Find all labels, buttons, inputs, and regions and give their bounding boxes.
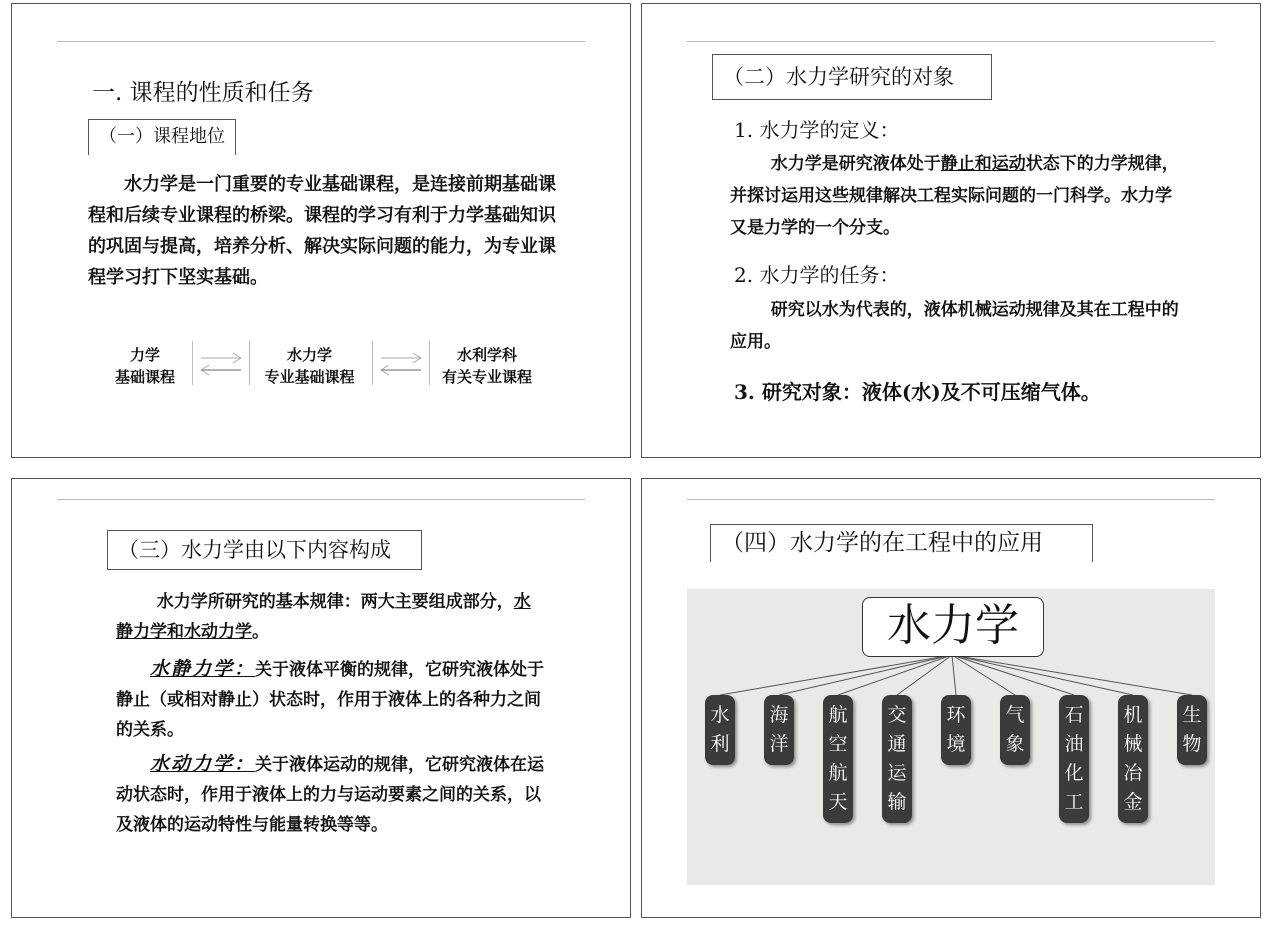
slide-content-composition (11, 478, 631, 918)
application-box (764, 695, 794, 765)
section-subtitle: （一）课程地位 (88, 119, 236, 155)
flow-node-label: 水利学科 (456, 346, 517, 364)
divider (57, 499, 585, 500)
application-box (941, 695, 971, 765)
application-char: 工 (1064, 791, 1084, 813)
text-span: 关于液体平衡的规律，它研究液体处于静止（或相对静止）状态时，作用于液体上的各种力之间的关系。 (116, 660, 545, 740)
application-char: 海 (769, 704, 789, 726)
connector-line (952, 655, 956, 695)
connector-line (838, 655, 952, 695)
double-arrow-icon (372, 341, 430, 385)
diagram-root: 水力学 (862, 597, 1044, 657)
application-char: 通 (887, 733, 907, 755)
underlined-term: 水静力学和水动力学 (116, 592, 531, 642)
text-span: 状态下的力学规律，并探讨运用这些规律解决工程实际问题的一门科学。水力学又是力学的一个分支。 (730, 154, 1179, 238)
paragraph-hydrostatics (116, 654, 546, 745)
application-diagram (687, 589, 1215, 885)
application-char: 石 (1064, 704, 1084, 726)
paragraph (116, 587, 546, 647)
divider (57, 41, 585, 42)
application-char: 环 (946, 704, 966, 726)
application-char: 交 (887, 704, 907, 726)
slide-research-object (641, 3, 1261, 458)
divider (687, 41, 1215, 42)
underlined-term: 静止 (940, 154, 975, 174)
application-char: 运 (887, 762, 907, 784)
application-char: 水 (710, 704, 730, 726)
text-span: 水力学所研究的基本规律：两大主要组成部分， (156, 592, 514, 612)
flow-node-label: 专业基础课程 (264, 368, 355, 386)
section-heading: 3. 研究对象：液体(水)及不可压缩气体。 (734, 380, 1101, 404)
flow-node-label: 基础课程 (114, 368, 175, 386)
application-char: 物 (1182, 733, 1202, 755)
application-box (1000, 695, 1030, 765)
slide-heading: （三）水力学由以下内容构成 (107, 530, 422, 570)
application-box (823, 695, 853, 823)
connector-line (720, 655, 952, 695)
application-box (705, 695, 735, 765)
application-char: 天 (828, 791, 848, 813)
text-span: 。 (252, 622, 269, 642)
application-char: 航 (828, 704, 848, 726)
slide-engineering-applications (641, 478, 1261, 918)
application-char: 航 (828, 762, 848, 784)
flow-node-water-science (427, 344, 547, 388)
connector-line (779, 655, 952, 695)
application-char: 生 (1182, 704, 1202, 726)
application-char: 气 (1005, 704, 1025, 726)
application-char: 境 (946, 733, 966, 755)
application-box (1059, 695, 1089, 823)
text-span: 水力学是研究液体处于 (770, 154, 941, 174)
application-char: 利 (710, 733, 730, 755)
term-hydrodynamics: 水动力学： (150, 753, 256, 775)
paragraph-hydrodynamics (116, 749, 546, 840)
slide-title: 一. 课程的性质和任务 (92, 80, 314, 106)
double-arrow-icon (192, 341, 250, 385)
application-char: 油 (1064, 733, 1084, 755)
paragraph: 研究以水为代表的，液体机械运动规律及其在工程中的应用。 (730, 300, 1179, 352)
application-char: 金 (1123, 791, 1143, 813)
application-char: 输 (887, 791, 907, 813)
section-heading: 2. 水力学的任务： (734, 263, 900, 287)
flow-node-hydraulics (252, 344, 367, 388)
slide-course-nature (11, 3, 631, 458)
application-char: 化 (1064, 762, 1084, 784)
underlined-term: 和 (974, 154, 992, 174)
flow-node-mechanics (100, 344, 190, 388)
connector-line (952, 655, 1192, 695)
underlined-term: 运动 (991, 154, 1026, 174)
connector-line (952, 655, 1015, 695)
paragraph: 水力学是一门重要的专业基础课程，是连接前期基础课程和后续专业课程的桥梁。课程的学习有利于力学基础知识的巩固与提高，培养分析、解决实际问题的能力，为专业课程学习打下坚实基础。 (88, 174, 556, 288)
application-char: 机 (1123, 704, 1143, 726)
flow-node-label: 力学 (129, 346, 160, 364)
slide-heading: （四）水力学的在工程中的应用 (710, 524, 1093, 562)
term-hydrostatics: 水静力学： (150, 658, 256, 680)
application-char: 象 (1005, 733, 1025, 755)
application-char: 冶 (1123, 762, 1143, 784)
paragraph (730, 148, 1180, 244)
application-char: 空 (828, 733, 848, 755)
slide-heading: （二）水力学研究的对象 (712, 54, 992, 100)
application-box (1177, 695, 1207, 765)
connector-line (952, 655, 1133, 695)
connector-line (952, 655, 1074, 695)
text-span: 关于液体运动的规律，它研究液体在运动状态时，作用于液体上的力与运动要素之间的关系，以及液体的运动特性与能量转换等等。 (116, 755, 545, 835)
divider (687, 499, 1215, 500)
application-char: 洋 (769, 733, 789, 755)
application-char: 械 (1123, 733, 1143, 755)
flow-node-label: 水力学 (286, 346, 332, 364)
application-box (882, 695, 912, 823)
flow-node-label: 有关专业课程 (441, 368, 532, 386)
application-box (1118, 695, 1148, 823)
section-heading: 1. 水力学的定义： (734, 118, 900, 142)
